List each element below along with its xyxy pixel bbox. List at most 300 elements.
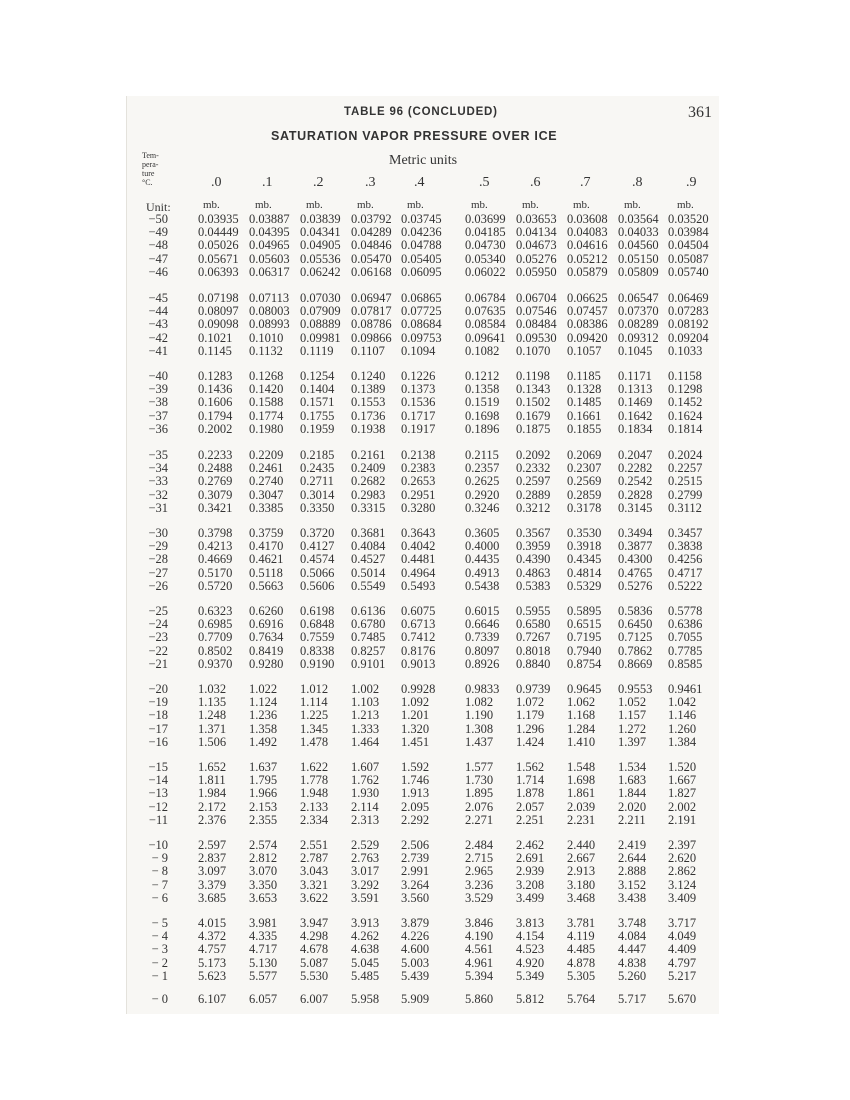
row-temperature: −26 [148,578,168,593]
table-cell: 0.05879 [567,264,608,279]
table-cell: 0.1082 [465,343,500,358]
table-cell: 0.6713 [401,617,436,632]
table-cell: 2.039 [567,799,596,814]
row-temperature: −10 [148,838,168,852]
table-cell: 0.1107 [351,343,385,358]
table-cell: 0.04673 [516,238,557,253]
table-cell: 0.1736 [351,408,386,423]
table-cell: 0.08786 [351,317,392,332]
table-cell: 0.8018 [516,643,551,658]
table-cell: 0.1553 [351,395,386,410]
table-cell: 0.1755 [300,408,335,423]
table-cell: 0.7055 [668,630,703,645]
table-cell: 1.272 [618,721,647,736]
table-cell: 1.052 [618,695,647,710]
table-cell: 0.5066 [300,565,335,580]
row-temperature: −29 [148,539,168,554]
table-cell: 0.8585 [668,656,703,671]
table-cell: 0.06784 [465,291,506,305]
table-cell: 0.2002 [198,421,233,436]
table-cell: 0.6260 [249,604,284,618]
table-cell: 0.1536 [401,395,436,410]
table-cell: 0.1226 [401,369,436,383]
table-cell: 0.7559 [300,630,335,645]
table-cell: 0.4256 [668,552,703,567]
table-cell: 0.03564 [618,212,659,226]
table-cell: 3.748 [618,916,647,930]
table-cell: 1.201 [401,708,430,723]
table-cell: 5.349 [516,968,545,983]
row-temperature: −19 [148,695,168,710]
table-cell: 0.08584 [465,317,506,332]
table-cell: 5.958 [351,992,380,1006]
table-cell: 3.813 [516,916,545,930]
unit-cell: mb. [624,199,641,211]
table-cell: 0.1373 [401,382,436,397]
column-header: .1 [262,175,273,190]
table-cell: 1.179 [516,708,545,723]
table-cell: 0.05809 [618,264,659,279]
table-cell: 0.4765 [618,565,653,580]
table-cell: 0.1452 [668,395,703,410]
table-cell: 4.600 [401,942,430,957]
table-cell: 0.05603 [249,251,290,266]
table-cell: 0.1679 [516,408,551,423]
table-cell: 0.3014 [300,487,335,502]
table-cell: 3.180 [567,877,596,892]
table-cell: 2.787 [300,851,329,866]
row-temperature: −33 [148,474,168,489]
table-cell: 3.264 [401,877,430,892]
table-cell: 0.6985 [198,617,233,632]
table-cell: 0.3145 [618,500,653,515]
table-cell: 0.3350 [300,500,335,515]
table-cell: 0.04788 [401,238,442,253]
table-cell: 4.797 [668,955,697,970]
table-cell: 2.114 [351,799,379,814]
table-cell: 0.1132 [249,343,283,358]
table-cell: 4.757 [198,942,227,957]
table-cell: 0.05405 [401,251,442,266]
table-cell: 4.961 [465,955,494,970]
table-cell: 4.335 [249,929,278,944]
table-cell: 0.6136 [351,604,386,618]
table-cell: 0.7195 [567,630,602,645]
table-cell: 3.017 [351,864,380,879]
table-cell: 0.04504 [668,238,709,253]
table-cell: 2.574 [249,838,278,852]
table-cell: 0.09866 [351,330,392,345]
table-cell: 5.087 [300,955,329,970]
table-cell: 0.04083 [567,225,608,240]
table-cell: 0.3838 [668,539,703,554]
table-cell: 1.895 [465,786,494,801]
table-cell: 0.1254 [300,369,335,383]
row-temperature: −39 [148,382,168,397]
table-cell: 0.03839 [300,212,341,226]
table-cell: 2.691 [516,851,545,866]
table-cell: 0.8926 [465,656,500,671]
table-cell: 1.397 [618,734,647,749]
table-cell: 0.5720 [198,578,233,593]
table-cell: 0.03887 [249,212,290,226]
table-cell: 0.6450 [618,617,653,632]
table-cell: 0.6015 [465,604,500,618]
table-cell: 0.5118 [249,565,283,580]
table-cell: 4.838 [618,955,647,970]
column-header: .0 [211,175,222,190]
table-cell: 2.862 [668,864,697,879]
table-cell: 0.3681 [351,526,386,540]
table-cell: 1.333 [351,721,380,736]
table-cell: 5.485 [351,968,380,983]
row-temperature: −24 [148,617,168,632]
table-cell: 0.5895 [567,604,602,618]
temperature-column-header: Tem- pera- ture °C. [142,151,159,187]
table-cell: 0.2769 [198,474,233,489]
table-cell: 0.1938 [351,421,386,436]
table-cell: 0.09641 [465,330,506,345]
table-cell: 0.3720 [300,526,335,540]
table-cell: 0.6198 [300,604,335,618]
table-cell: 0.1420 [249,382,284,397]
table-cell: 0.2047 [618,448,653,462]
table-cell: 0.4913 [465,565,500,580]
row-temperature: −32 [148,487,168,502]
table-cell: 0.1343 [516,382,551,397]
table-cell: 2.334 [300,812,329,827]
row-temperature: −35 [148,448,168,462]
unit-cell: mb. [677,199,694,211]
table-cell: 0.4213 [198,539,233,554]
table-cell: 0.5955 [516,604,551,618]
table-cell: 0.1185 [567,369,601,383]
table-cell: 0.5222 [668,578,703,593]
table-cell: 0.8502 [198,643,233,658]
row-temperature: −31 [148,500,168,515]
table-cell: 0.4300 [618,552,653,567]
table-cell: 1.667 [668,773,697,788]
table-cell: 5.860 [465,992,494,1006]
table-cell: 0.1268 [249,369,284,383]
table-cell: 0.4170 [249,539,284,554]
table-cell: 0.06469 [668,291,709,305]
table-cell: 0.1896 [465,421,500,436]
table-cell: 0.3280 [401,500,436,515]
table-cell: 0.2161 [351,448,386,462]
row-temperature: −44 [148,304,168,319]
table-cell: 0.1389 [351,382,386,397]
table-cell: 0.09098 [198,317,239,332]
table-cell: 0.6515 [567,617,602,632]
table-cell: 0.1917 [401,421,436,436]
table-cell: 1.930 [351,786,380,801]
table-cell: 0.4717 [668,565,703,580]
table-cell: 1.082 [465,695,494,710]
table-cell: 1.168 [567,708,596,723]
table-cell: 0.5329 [567,578,602,593]
table-cell: 2.991 [401,864,430,879]
table-cell: 0.1855 [567,421,602,436]
table-cell: 0.08889 [300,317,341,332]
table-cell: 0.2653 [401,474,436,489]
table-cell: 2.271 [465,812,494,827]
table-cell: 1.260 [668,721,697,736]
table-cell: 0.3047 [249,487,284,502]
table-cell: 1.534 [618,760,647,774]
table-cell: 0.2461 [249,461,284,476]
table-cell: 0.1502 [516,395,551,410]
table-cell: 0.04033 [618,225,659,240]
table-cell: 2.419 [618,838,647,852]
row-temperature: −46 [148,264,168,279]
row-temperature: −45 [148,291,168,305]
table-cell: 3.499 [516,890,545,905]
table-cell: 0.05740 [668,264,709,279]
table-cell: 3.846 [465,916,494,930]
column-header: .7 [580,175,591,190]
table-cell: 4.561 [465,942,494,957]
table-cell: 0.2859 [567,487,602,502]
table-cell: 3.591 [351,890,380,905]
table-cell: 0.04730 [465,238,506,253]
table-cell: 0.08993 [249,317,290,332]
table-cell: 0.05026 [198,238,239,253]
table-cell: 0.04965 [249,238,290,253]
table-cell: 0.3457 [668,526,703,540]
table-cell: 1.698 [567,773,596,788]
unit-cell: mb. [407,199,424,211]
table-cell: 0.2799 [668,487,703,502]
table-cell: 0.09312 [618,330,659,345]
table-cell: 0.2209 [249,448,284,462]
column-header: .8 [632,175,643,190]
unit-cell: mb. [306,199,323,211]
table-cell: 1.022 [249,682,278,696]
table-cell: 1.844 [618,786,647,801]
table-cell: 1.114 [300,695,328,710]
table-cell: 0.03608 [567,212,608,226]
table-cell: 0.1588 [249,395,284,410]
table-cell: 0.3759 [249,526,284,540]
table-cell: 2.133 [300,799,329,814]
table-cell: 0.2515 [668,474,703,489]
row-temperature: −12 [148,799,168,814]
table-cell: 0.1358 [465,382,500,397]
table-cell: 0.8419 [249,643,284,658]
row-temperature: −18 [148,708,168,723]
row-temperature: −41 [148,343,168,358]
table-cell: 1.506 [198,734,227,749]
row-temperature: −17 [148,721,168,736]
table-cell: 2.965 [465,864,494,879]
table-cell: 0.2282 [618,461,653,476]
table-cell: 0.05212 [567,251,608,266]
table-cell: 0.05276 [516,251,557,266]
table-cell: 0.2138 [401,448,436,462]
table-cell: 0.1959 [300,421,335,436]
table-cell: 0.3385 [249,500,284,515]
table-cell: 2.020 [618,799,647,814]
table-cell: 0.3605 [465,526,500,540]
table-cell: 1.913 [401,786,430,801]
table-cell: 0.2332 [516,461,551,476]
row-temperature: − 9 [151,851,168,866]
row-temperature: −13 [148,786,168,801]
table-cell: 0.2409 [351,461,386,476]
table-cell: 1.948 [300,786,329,801]
table-cell: 0.2092 [516,448,551,462]
table-cell: 2.837 [198,851,227,866]
table-cell: 2.484 [465,838,494,852]
table-cell: 0.04236 [401,225,442,240]
row-temperature: − 8 [151,864,168,879]
row-temperature: −43 [148,317,168,332]
table-cell: 0.8840 [516,656,551,671]
table-cell: 0.1119 [300,343,334,358]
table-cell: 2.376 [198,812,227,827]
table-label: TABLE 96 (CONCLUDED) [344,106,498,118]
table-cell: 0.04341 [300,225,341,240]
table-cell: 1.562 [516,760,545,774]
table-cell: 0.6780 [351,617,386,632]
table-cell: 0.04134 [516,225,557,240]
table-cell: 4.049 [668,929,697,944]
row-temperature: − 3 [151,942,168,957]
table-cell: 0.08003 [249,304,290,319]
table-cell: 1.135 [198,695,227,710]
table-cell: 1.371 [198,721,227,736]
table-cell: 2.172 [198,799,227,814]
table-title: SATURATION VAPOR PRESSURE OVER ICE [271,129,558,143]
column-header: .3 [365,175,376,190]
table-cell: 0.9833 [465,682,500,696]
table-cell: 4.878 [567,955,596,970]
table-cell: 2.763 [351,851,380,866]
table-cell: 0.07283 [668,304,709,319]
table-cell: 3.879 [401,916,430,930]
table-cell: 1.345 [300,721,329,736]
table-cell: 0.09530 [516,330,557,345]
table-cell: 0.2889 [516,487,551,502]
table-cell: 0.1814 [668,421,703,436]
table-cell: 0.3246 [465,500,500,515]
table-cell: 5.717 [618,992,647,1006]
table-cell: 0.09204 [668,330,709,345]
table-cell: 1.795 [249,773,278,788]
table-cell: 0.05950 [516,264,557,279]
table-cell: 0.08289 [618,317,659,332]
table-cell: 0.5383 [516,578,551,593]
table-cell: 1.652 [198,760,227,774]
table-cell: 1.592 [401,760,430,774]
table-cell: 0.1010 [249,330,284,345]
table-cell: 2.440 [567,838,596,852]
table-cell: 0.04616 [567,238,608,253]
table-cell: 1.861 [567,786,596,801]
table-cell: 0.2542 [618,474,653,489]
row-temperature: −34 [148,461,168,476]
table-cell: 0.2711 [300,474,334,489]
table-cell: 1.124 [249,695,278,710]
table-cell: 0.7485 [351,630,386,645]
table-cell: 2.057 [516,799,545,814]
table-cell: 1.492 [249,734,278,749]
table-cell: 1.225 [300,708,329,723]
table-cell: 5.305 [567,968,596,983]
table-cell: 0.7709 [198,630,233,645]
table-cell: 0.1624 [668,408,703,423]
table-cell: 0.1298 [668,382,703,397]
table-cell: 0.3877 [618,539,653,554]
table-cell: 1.437 [465,734,494,749]
table-cell: 0.3421 [198,500,233,515]
table-cell: 3.947 [300,916,329,930]
table-cell: 0.05536 [300,251,341,266]
table-cell: 0.3315 [351,500,386,515]
table-cell: 2.913 [567,864,596,879]
table-cell: 0.2828 [618,487,653,502]
unit-cell: mb. [203,199,220,211]
table-cell: 0.4527 [351,552,386,567]
table-cell: 2.667 [567,851,596,866]
row-temperature: −49 [148,225,168,240]
unit-cell: mb. [255,199,272,211]
table-cell: 0.07725 [401,304,442,319]
table-cell: 2.739 [401,851,430,866]
table-cell: 0.9739 [516,682,551,696]
table-cell: 1.320 [401,721,430,736]
table-cell: 2.939 [516,864,545,879]
table-cell: 4.485 [567,942,596,957]
table-cell: 0.06022 [465,264,506,279]
table-cell: 4.447 [618,942,647,957]
table-cell: 0.1980 [249,421,284,436]
table-cell: 2.397 [668,838,697,852]
table-cell: 6.057 [249,992,278,1006]
table-cell: 2.551 [300,838,329,852]
table-cell: 0.1158 [668,369,702,383]
table-cell: 5.577 [249,968,278,983]
table-cell: 0.2920 [465,487,500,502]
table-cell: 0.05340 [465,251,506,266]
table-cell: 1.213 [351,708,380,723]
table-cell: 0.1774 [249,408,284,423]
table-cell: 0.3212 [516,500,551,515]
table-cell: 5.623 [198,968,227,983]
table-cell: 0.8338 [300,643,335,658]
table-cell: 4.119 [567,929,595,944]
table-cell: 0.07817 [351,304,392,319]
table-cell: 3.043 [300,864,329,879]
table-cell: 0.1057 [567,343,602,358]
table-cell: 0.2115 [465,448,499,462]
table-cell: 0.08484 [516,317,557,332]
table-cell: 2.313 [351,812,380,827]
table-cell: 0.4127 [300,539,335,554]
row-temperature: −28 [148,552,168,567]
table-cell: 4.226 [401,929,430,944]
table-cell: 1.012 [300,682,329,696]
table-cell: 3.468 [567,890,596,905]
table-cell: 0.1436 [198,382,233,397]
table-cell: 0.07909 [300,304,341,319]
table-cell: 0.04449 [198,225,239,240]
table-cell: 0.6075 [401,604,436,618]
row-temperature: −27 [148,565,168,580]
table-cell: 0.06168 [351,264,392,279]
table-cell: 0.3112 [668,500,702,515]
